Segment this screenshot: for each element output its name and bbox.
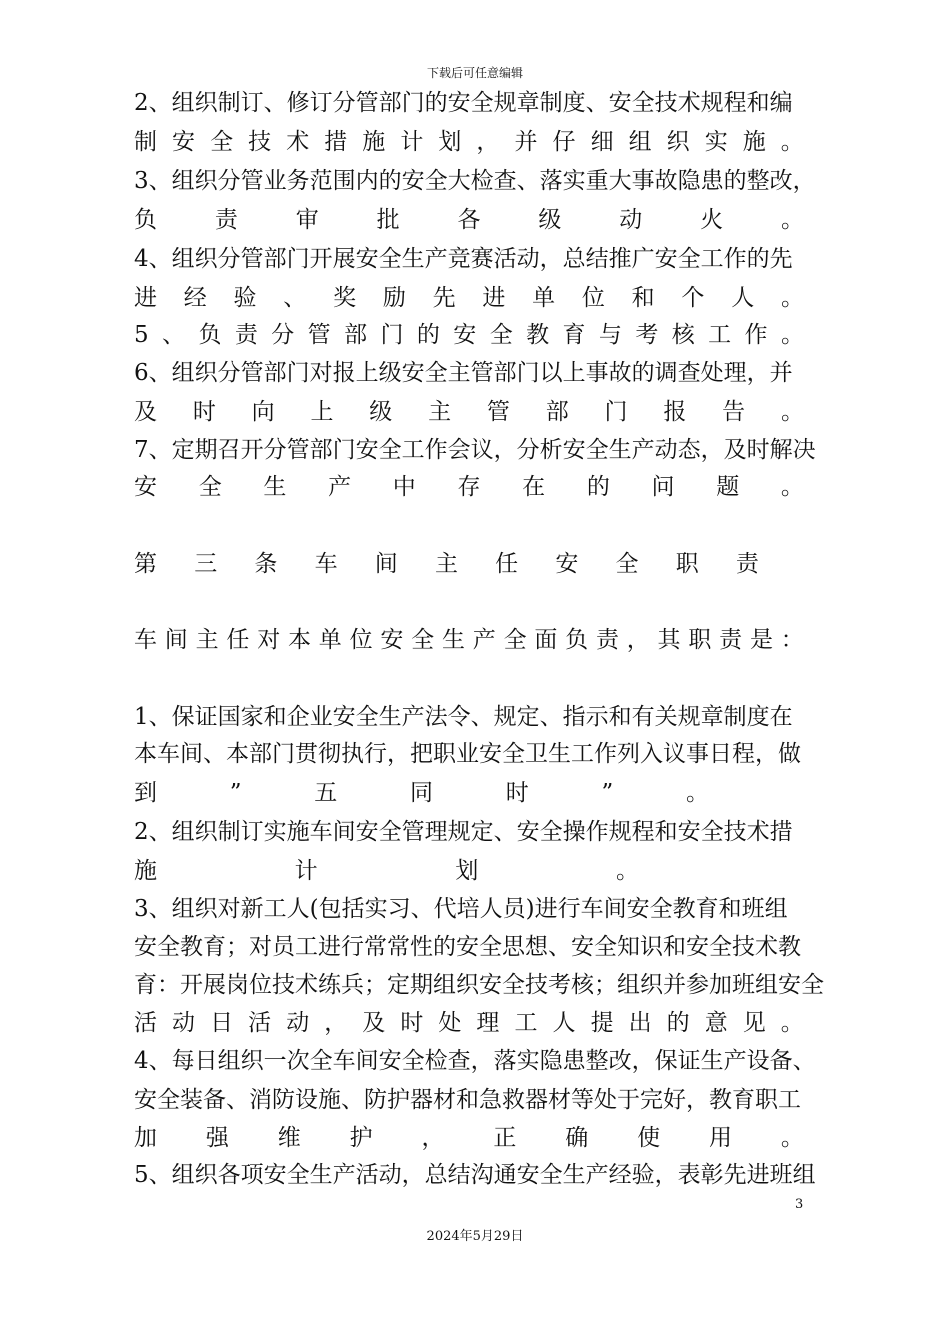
text-line: 3、组织分管业务范围内的安全大检查、落实重大事故隐患的整改， bbox=[134, 168, 816, 194]
text-line: 第 三 条 车 间 主 任 安 全 职 责 bbox=[134, 551, 759, 577]
text-line: 5、组织各项安全生产活动，总结沟通安全生产经验，表彰先进班组 bbox=[134, 1162, 816, 1188]
text-line: 安全教育；对员工进行常常性的安全思想、安全知识和安全技术教 bbox=[134, 934, 801, 960]
text-line: 3、组织对新工人(包括实习、代培人员)进行车间安全教育和班组 bbox=[134, 896, 788, 922]
page-header: 下载后可任意编辑 bbox=[426, 66, 523, 80]
text-line: 7、定期召开分管部门安全工作会议，分析安全生产动态，及时解决 bbox=[134, 437, 816, 463]
text-line: 育：开展岗位技术练兵；定期组织安全技考核；组织并参加班组安全 bbox=[134, 972, 824, 998]
text-line: 车 间 主 任 对 本 单 位 安 全 生 产 全 面 负 责 ， 其 职 责 是 ： bbox=[134, 627, 804, 653]
text-line: 1、保证国家和企业安全生产法令、规定、指示和有关规章制度在 bbox=[134, 704, 793, 730]
page-number: 3 bbox=[795, 1197, 804, 1212]
text-line: 加 强 维 护 ， 正 确 使 用 。 bbox=[134, 1125, 804, 1151]
text-line: 4、每日组织一次全车间安全检查，落实隐患整改，保证生产设备、 bbox=[134, 1048, 816, 1074]
text-line: 2、组织制订、修订分管部门的安全规章制度、安全技术规程和编 bbox=[134, 90, 793, 116]
text-line: 活 动 日 活 动 ， 及 时 处 理 工 人 提 出 的 意 见 。 bbox=[134, 1010, 804, 1036]
page-footer-date: 2024年5月29日 bbox=[426, 1229, 524, 1244]
text-line: 及 时 向 上 级 主 管 部 门 报 告 。 bbox=[134, 399, 804, 425]
text-line: 安全装备、消防设施、防护器材和急救器材等处于完好，教育职工 bbox=[134, 1087, 801, 1113]
text-line: 施 计 划 。 bbox=[134, 858, 639, 884]
text-line: 制 安 全 技 术 措 施 计 划 ， 并 仔 细 组 织 实 施 。 bbox=[134, 129, 804, 155]
text-line: 6、组织分管部门对报上级安全主管部门以上事故的调查处理，并 bbox=[134, 360, 793, 386]
text-line: 2、组织制订实施车间安全管理规定、安全操作规程和安全技术措 bbox=[134, 819, 793, 845]
text-line: 安 全 生 产 中 存 在 的 问 题 。 bbox=[134, 474, 804, 500]
text-line: 负 责 审 批 各 级 动 火 。 bbox=[134, 207, 804, 233]
text-line: 5 、 负 责 分 管 部 门 的 安 全 教 育 与 考 核 工 作 。 bbox=[134, 322, 804, 348]
text-line: 进 经 验 、 奖 励 先 进 单 位 和 个 人 。 bbox=[134, 285, 804, 311]
text-line: 4、组织分管部门开展安全生产竞赛活动，总结推广安全工作的先 bbox=[134, 246, 793, 272]
text-line: 本车间、本部门贯彻执行，把职业安全卫生工作列入议事日程，做 bbox=[134, 741, 801, 767]
text-line: 到 ” 五 同 时 ” 。 bbox=[134, 780, 709, 806]
